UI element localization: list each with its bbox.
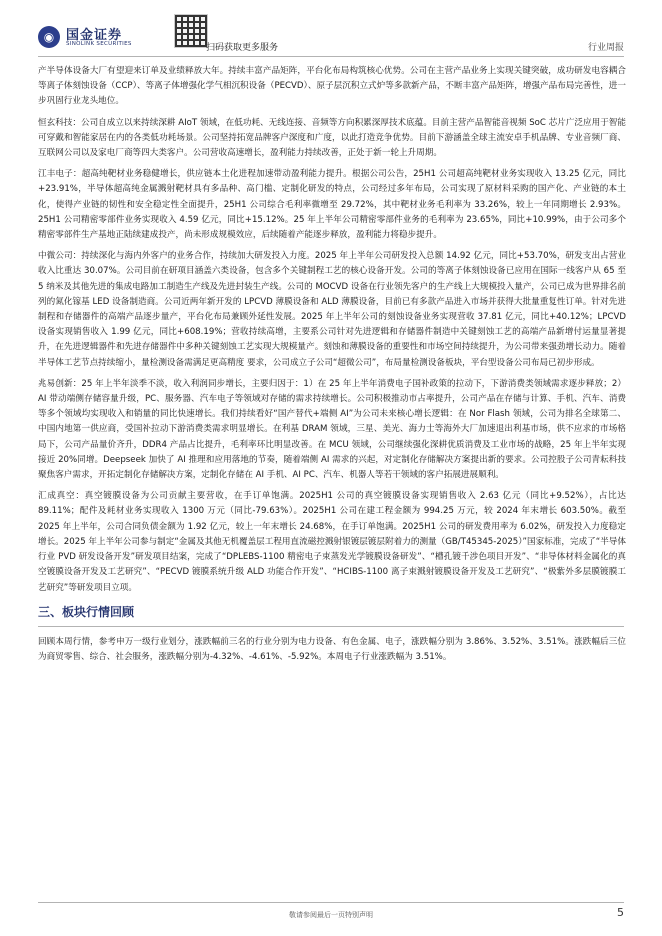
section-title: 三、板块行情回顾 [38, 604, 135, 619]
page-header [0, 0, 662, 60]
report-body [38, 64, 626, 665]
brand-name-en: SINOLINK SECURITIES [66, 41, 132, 47]
qr-caption: 扫码获取更多服务 [206, 43, 279, 53]
page-number: 5 [617, 906, 624, 919]
paragraph-market-review: 回顾本周行情，参考申万一级行业划分，涨跌幅前三名的行业分别为电力设备、有色金属、电子，涨跌幅分别为 3.86%、3.52%、3.51%。涨跌幅后三位为商贸零售、综合、社会服务，涨跌幅分别为-4.32%、-4.61%、-5.92%。本周电子行业涨跌幅为 3.51%。 [38, 636, 626, 662]
footer-disclaimer: 敬请参阅最后一页特别声明 [289, 911, 373, 919]
paragraph-amec: 中微公司：持续深化与海内外客户的业务合作，持续加大研发投入力度。2025 年上半年公司研发投入总额 14.92 亿元，同比+53.70%，研发支出占营业收入比重达 30.07%。公司目前在研项目涵盖六类设备，包含多个关键制程工艺的核心设备开发。公司的等离子体刻蚀设备已应用在国际一线客户从 65 至 5 纳米及其他先进的集成电路加工制造生产线及先进封装生产线。公司的 MOCVD 设备在行业领先客户的生产线上大规模投入量产，公司已成为世界排名前列的氮化镓基 LED 设备制造商。公司近两年新开发的 LPCVD 薄膜设备和 ALD 薄膜设备，目前已有多款产品进入市场并获得大批量重复性订单。针对先进制程和存储器件的高端产品逐步量产，平台化布局兼顾外延性发展。2025 年上半年公司的刻蚀设备业务实现营收 37.81 亿元，同比+40.12%；LPCVD 设备实现销售收入 1.99 亿元，同比+608.19%；营收持续高增，主要系公司针对先进逻辑和存储器件制造中关键刻蚀工艺的高端产品新增付运量显著提升，在先进逻辑器件和先进存储器件中多种关键刻蚀工艺实现大规模量产。刻蚀和薄膜设备的重要性和市场空间持续提升，为公司带来强劲增长动力。随着半导体工艺节点持续缩小，量检测设备需满足更高精度 要求，公司成立子公司“超微公司”，布局量检测设备板块，平台型设备公司布局已初步形成。 [38, 251, 626, 368]
footer-divider [38, 902, 624, 903]
paragraph-intro: 产半导体设备大厂有望迎来订单及业绩释放大年。持续丰富产品矩阵，平台化布局构筑核心优势。公司在主营产品业务上实现关键突破，成功研发电容耦合等离子体刻蚀设备（CCP）、等离子体增强化学气相沉积设备（PECVD）、原子层沉积立式炉等多款新产品，不断丰富产品矩阵，增强产品布局完善性，进一步巩固行业龙头地位。 [38, 66, 626, 107]
paragraph-bestechnic: 恒玄科技：公司自成立以来持续深耕 AIoT 领域，在低功耗、无线连接、音频等方向积累深厚技术底蕴。目前主营产品智能音视频 SoC 芯片广泛应用于智能可穿戴和智能家居在内的各类低功耗场景。公司坚持拓宽品牌客户深度和广度，以此打造竞争优势。目前下游涵盖全球主流安卓手机品牌、专业音频厂商、互联网公司以及家电厂商等四大类客户。公司营收高速增长，盈利能力持续改善，正处于新一轮上升周期。 [38, 117, 626, 159]
paragraph-huicheng: 汇成真空：真空镀膜设备为公司贡献主要营收，在手订单饱满。2025H1 公司的真空镀膜设备实现销售收入 2.63 亿元（同比+9.52%），占比达 89.11%；配件及耗材业务实现收入 1300 万元（同比-79.63%）。2025H1 公司在建工程金额为 994.25 万元，较 2024 年末增长 603.50%。截至 2025 年上半年，公司合同负债金额为 1.92 亿元，较上一年末增长 24.68%，在手订单饱满。2025H1 公司的研发费用率为 6.02%，研发投入力度稳定增长。2025 年上半年公司参与制定“金属及其他无机覆盖层工程用直流磁控溅射银镀层镀层附着力的测量（GB/T45345-2025）”国家标准，完成了“半导体行业 PVD 研发设备开发”研发项目结案，完成了“DPLEBS-1100 精密电子束蒸发光学镀膜设备研发”、“槽孔镀千涉色项目开发”、“非导体材料金属化的真空镀膜设备开发及工艺研究”、“PECVD 镀膜系统升级 ALD 功能合作开发”、“HCIBS-1100 离子束溅射镀膜设备开发及工艺研究”、“极紫外多层膜镀膜工艺研究”等研发项目立项。 [38, 491, 626, 593]
header-divider [38, 56, 624, 57]
paragraph-jiangfeng: 江丰电子：超高纯靶材业务稳健增长，供应链本土化进程加速带动盈利能力提升。根据公司公告，25H1 公司超高纯靶材业务实现收入 13.25 亿元，同比+23.91%，半导体超高纯金属溅射靶材具有多品种、高门槛、定制化研发的特点，公司经过多年布局，公司实现了原材料采购的国产化、产业链的本土化，使得产业链的韧性和安全稳定性全面提升，25H1 公司综合毛利率微增至 29.72%，其中靶材业务毛利率为 33.26%，较上一年同期增长 2.93%。25H1 公司精密零部件业务实现收入 4.59 亿元，同比+15.12%。25 年上半年公司精密零部件业务的毛利率为 23.65%，同比+10.99%，由于公司多个精密零部件生产基地正陆续建成投产，尚未形成规模效应，后续随着产能逐步释放，盈利能力将稳步提升。 [38, 169, 626, 241]
sinolink-logo-icon: ◉ [38, 26, 60, 48]
paragraph-gigadevice: 兆易创新：25 年上半年淡季不淡，收入利润同步增长，主要归因于：1）在 25 年上半年消费电子国补政策的拉动下，下游消费类领域需求逐步释放；2）AI 带动端侧存储容量升级，PC、服务器、汽车电子等领域对存储的需求持续增长。公司积极推动市占率提升，公司产品在存储与计算、手机、汽车、消费等多个领域均实现收入和销量的同比快速增长。我们持续看好“国产替代+端侧 AI”为公司未来核心增长逻辑：在 Nor Flash 领域，公司为排名全球第二、中国内地第一供应商，受国补拉动下游消费类需求明显增长。在利基 DRAM 领域，三星、美光、海力士等海外大厂加速退出利基市场，供不应求的市场格局下，公司产品量价齐升，DDR4 产品占比提升，毛利率环比明显改善。在 MCU 领域，公司继续强化深耕优质消费及工业市场的战略，25 年上半年实现接近 20%同增。Deepseek 加快了 AI 推理和应用落地的节奏，随着端侧 AI 需求的兴起，对定制化存储解决方案提出新的要求。公司控股子公司青耘科技聚焦客户需求，开拓定制化存储解决方案，定制化存储在 AI 手机、AI PC、汽车、机器人等若干领域的客户拓展进展顺利。 [38, 378, 626, 481]
section-divider [38, 626, 624, 627]
qr-code-icon[interactable] [174, 14, 208, 48]
report-type: 行业周报 [587, 43, 624, 53]
brand-name: 国金证券 [66, 28, 123, 43]
